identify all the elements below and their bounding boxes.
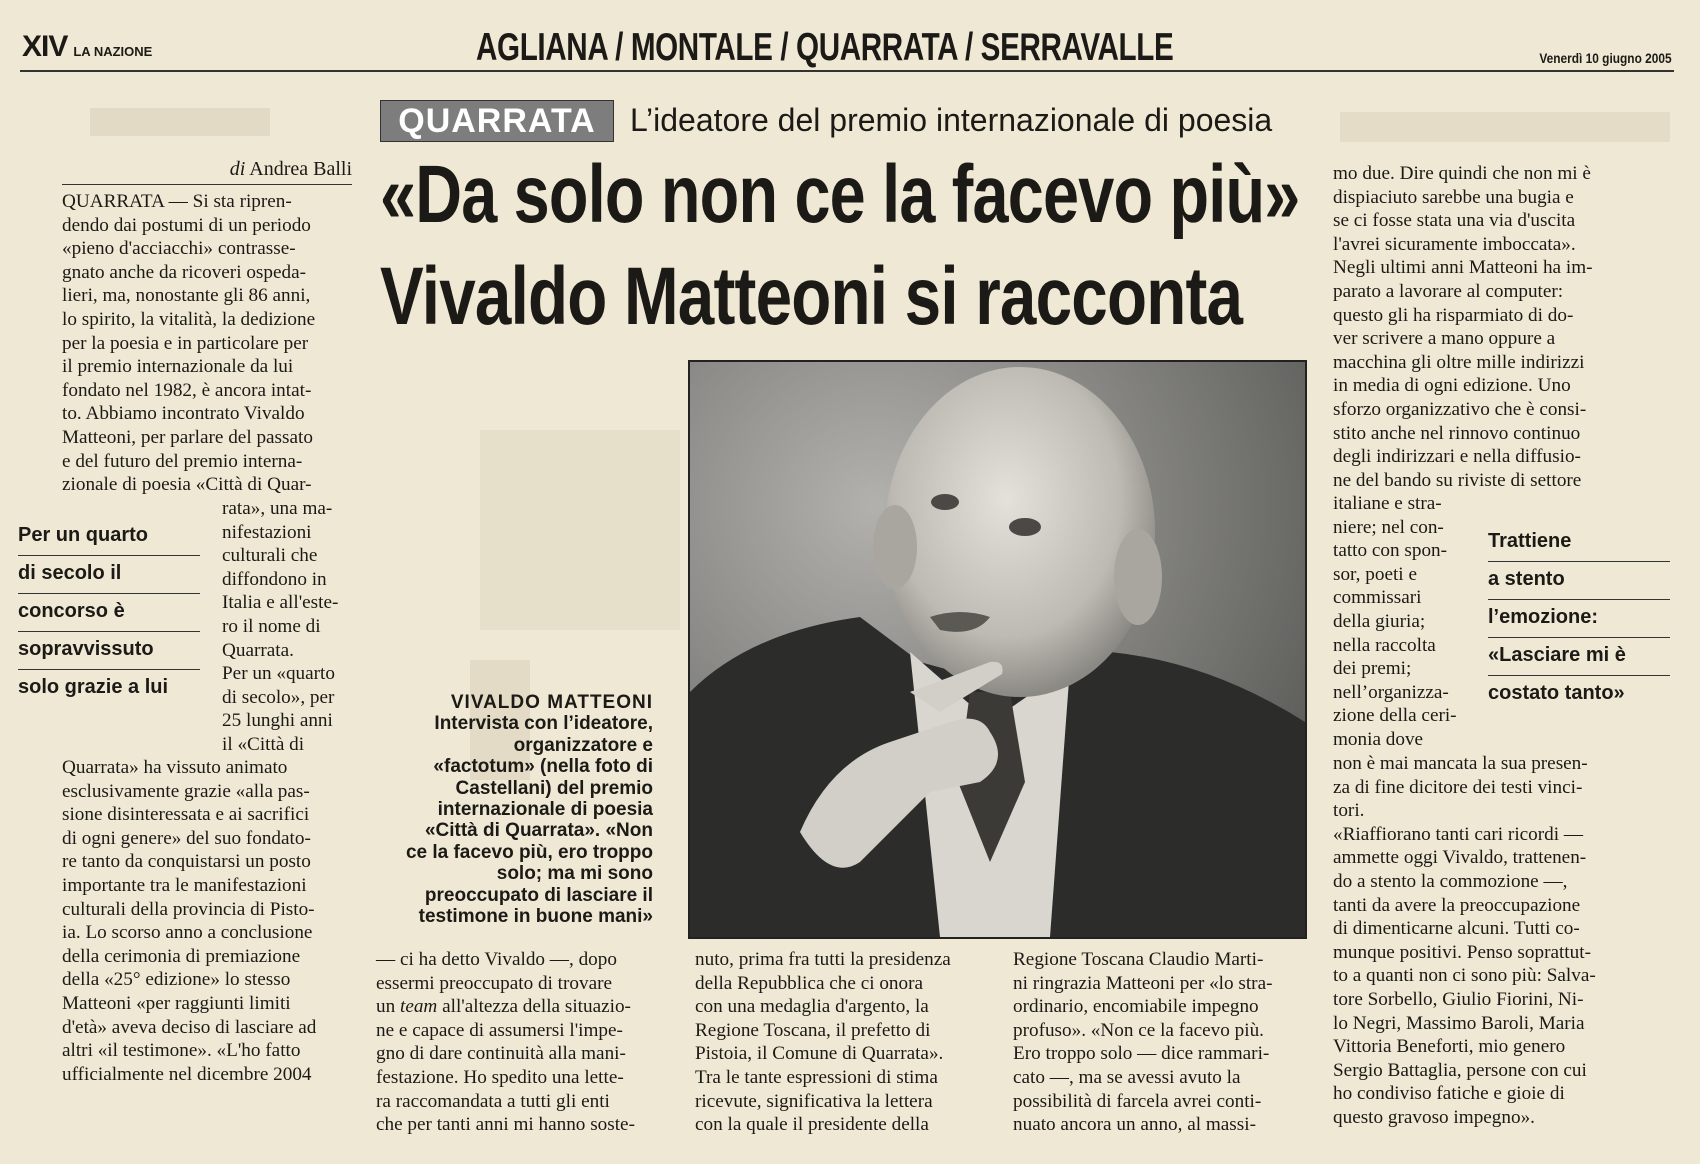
text-line: ordinario, encomiabile impegno xyxy=(1013,996,1259,1018)
kicker-text: L’ideatore del premio internazionale di poesia xyxy=(630,102,1273,138)
text-line: della Repubblica che ci onora xyxy=(695,972,924,994)
text-line: macchina gli oltre mille indirizzi xyxy=(1333,351,1585,373)
folio-left xyxy=(22,30,152,64)
text-line: Ero troppo solo — dice rammari- xyxy=(1013,1043,1270,1065)
text-line: di dimenticarne alcuni. Tutti co- xyxy=(1333,918,1580,940)
text-line: ho condiviso fatiche e gioie di xyxy=(1333,1083,1565,1105)
pull-quote-right xyxy=(1488,524,1670,713)
text-line: parato a lavorare al computer: xyxy=(1333,280,1564,302)
text-line: il «Città di xyxy=(222,733,305,755)
text-line: essermi preoccupato di trovare xyxy=(376,972,613,994)
caption-line: Castellani) del premio xyxy=(455,777,653,799)
text-line: esclusivamente grazie «alla pas- xyxy=(62,780,310,802)
text-line: cato —, ma se avessi avuto la xyxy=(1013,1066,1241,1088)
text-line: culturali che xyxy=(222,545,318,567)
pull-quote-line: Per un quarto xyxy=(18,518,200,556)
column-5-narrow xyxy=(1333,492,1467,752)
column-1-top xyxy=(62,190,352,497)
text-line: tatto con spon- xyxy=(1333,540,1448,562)
text-line: con una medaglia d'argento, la xyxy=(695,996,929,1018)
caption-line: «factotum» (nella foto di xyxy=(433,756,653,778)
headline-line-1: «Da solo non ce la facevo più» xyxy=(380,149,1300,240)
text-line: italiane e stra- xyxy=(1333,493,1442,514)
bleed-through xyxy=(90,108,270,136)
text-line: d'età» aveva deciso di lasciare ad xyxy=(62,1016,317,1038)
text-line: QUARRATA — Si sta ripren- xyxy=(62,191,292,212)
byline-author: Andrea Balli xyxy=(249,158,352,180)
column-5-bottom xyxy=(1333,752,1626,1130)
text-line: dendo dai postumi di un periodo xyxy=(62,214,311,236)
text-line: ver scrivere a mano oppure a xyxy=(1333,328,1556,350)
text-line: «Riaffiorano tanti cari ricordi — xyxy=(1333,823,1584,845)
text-line: Matteoni, per parlare del passato xyxy=(62,426,313,448)
text-line: importante tra le manifestazioni xyxy=(62,874,307,896)
column-3 xyxy=(695,948,987,1137)
text-line: un team all'altezza della situazio- xyxy=(376,996,631,1018)
text-line: Regione Toscana Claudio Marti- xyxy=(1013,949,1264,970)
text-line: zione della ceri- xyxy=(1333,705,1457,727)
newspaper-name: LA NAZIONE xyxy=(73,44,153,59)
text-line: tanti da avere la preoccupazione xyxy=(1333,894,1581,916)
column-4 xyxy=(1013,948,1305,1137)
text-line: lieri, ma, nonostante gli 86 anni, xyxy=(62,285,311,307)
pull-quote-line: di secolo il xyxy=(18,556,200,594)
text-line: sforzo organizzativo che è consi- xyxy=(1333,398,1587,420)
text-line: commissari xyxy=(1333,587,1422,609)
text-line: to. Abbiamo incontrato Vivaldo xyxy=(62,403,305,425)
text-line: e del futuro del premio interna- xyxy=(62,450,303,472)
pull-quote-line: sopravvissuto xyxy=(18,632,200,670)
text-line: dispiaciuto sarebbe una bugia e xyxy=(1333,186,1574,208)
text-line: do a stento la commozione —, xyxy=(1333,870,1568,892)
text-line: lo spirito, la vitalità, la dedizione xyxy=(62,308,316,330)
text-line: ro il nome di xyxy=(222,615,321,637)
text-line: re tanto da conquistarsi un posto xyxy=(62,851,311,873)
column-2 xyxy=(376,948,668,1137)
text-line: zionale di poesia «Città di Quar- xyxy=(62,474,312,496)
pull-quote-left xyxy=(18,518,200,707)
bleed-through xyxy=(480,430,680,630)
pull-quote-line: costato tanto» xyxy=(1488,682,1625,704)
text-line: che per tanti anni mi hanno soste- xyxy=(376,1114,635,1136)
pull-quote-line: solo grazie a lui xyxy=(18,676,169,698)
text-line: profuso». «Non ce la facevo più. xyxy=(1013,1019,1264,1041)
text-line: questo gli ha risparmiato di do- xyxy=(1333,304,1574,326)
text-line: mo due. Dire quindi che non mi è xyxy=(1333,163,1591,184)
text-line: degli indirizzari e nella diffusio- xyxy=(1333,446,1581,468)
text-line: Quarrata» ha vissuto animato xyxy=(62,757,288,778)
text-line: nell’organizza- xyxy=(1333,681,1449,703)
text-line: in media di ogni edizione. Uno xyxy=(1333,375,1571,397)
text-line: ni ringrazia Matteoni per «lo stra- xyxy=(1013,972,1273,994)
text-line: della «25° edizione» lo stesso xyxy=(62,969,291,991)
text-line: della giuria; xyxy=(1333,610,1426,632)
column-1-bottom xyxy=(62,756,352,1086)
text-line: nifestazioni xyxy=(222,521,312,543)
caption-line: testimone in buone mani» xyxy=(418,906,653,928)
text-line: sor, poeti e xyxy=(1333,563,1417,585)
caption-line: internazionale di poesia xyxy=(437,799,653,821)
caption-line: organizzatore e xyxy=(513,734,653,756)
text-line: ra raccomandata a tutti gli enti xyxy=(376,1090,610,1112)
text-line: di ogni genere» del suo fondato- xyxy=(62,827,311,849)
text-line: ne del bando su riviste di settore xyxy=(1333,469,1582,491)
text-line: con la quale il presidente della xyxy=(695,1114,929,1136)
text-line: nella raccolta xyxy=(1333,634,1436,656)
text-line: Tra le tante espressioni di stima xyxy=(695,1066,938,1088)
column-1-narrow xyxy=(222,497,352,757)
text-line: l'avrei sicuramente imboccata». xyxy=(1333,233,1576,255)
page-number: XIV xyxy=(22,30,68,63)
photo-caption xyxy=(375,692,653,927)
caption-line: preoccupato di lasciare il xyxy=(424,884,653,906)
text-line: stito anche nel rinnovo continuo xyxy=(1333,422,1581,444)
caption-line: «Città di Quarrata». «Non xyxy=(424,820,653,842)
text-line: sione disinteressata e ai sacrifici xyxy=(62,804,310,826)
text-line: munque positivi. Penso soprattut- xyxy=(1333,941,1591,963)
text-line: per la poesia e in particolare per xyxy=(62,332,309,354)
text-line: festazione. Ho spedito una lette- xyxy=(376,1066,624,1088)
text-line: Regione Toscana, il prefetto di xyxy=(695,1019,931,1041)
text-line: ammette oggi Vivaldo, trattenen- xyxy=(1333,847,1587,869)
text-line: gno di dare continuità alla mani- xyxy=(376,1043,626,1065)
text-line: culturali della provincia di Pisto- xyxy=(62,898,315,920)
text-line: dei premi; xyxy=(1333,658,1412,680)
headline-line-2: Vivaldo Matteoni si racconta xyxy=(380,251,1243,342)
pull-quote-line: l’emozione: xyxy=(1488,600,1670,638)
text-line: fondato nel 1982, è ancora intat- xyxy=(62,379,312,401)
text-line: ricevute, significativa la lettera xyxy=(695,1090,933,1112)
byline xyxy=(62,158,352,185)
caption-line: Intervista con l’ideatore, xyxy=(434,713,653,735)
text-line: ufficialmente nel dicembre 2004 xyxy=(62,1063,312,1085)
folio-rule xyxy=(20,70,1674,72)
text-line: Vittoria Beneforti, mio genero xyxy=(1333,1036,1566,1058)
text-line: lo Negri, Massimo Baroli, Maria xyxy=(1333,1012,1585,1034)
text-line: «pieno d'acciacchi» contrasse- xyxy=(62,238,296,260)
bleed-through xyxy=(1340,112,1670,142)
text-line: 25 lunghi anni xyxy=(222,710,333,732)
text-line: nuto, prima fra tutti la presidenza xyxy=(695,949,951,970)
text-line: — ci ha detto Vivaldo —, dopo xyxy=(376,949,617,970)
text-line: se ci fosse stata una via d'uscita xyxy=(1333,210,1576,232)
text-line: niere; nel con- xyxy=(1333,516,1444,538)
text-line: tori. xyxy=(1333,800,1365,822)
text-line: della cerimonia di premiazione xyxy=(62,945,301,967)
pull-quote-line: Trattiene xyxy=(1488,524,1670,562)
text-line: ia. Lo scorso anno a conclusione xyxy=(62,922,313,944)
column-5-top xyxy=(1333,162,1626,492)
text-line: diffondono in xyxy=(222,568,327,590)
section-title: AGLIANA / MONTALE / QUARRATA / SERRAVALLE xyxy=(476,26,1174,69)
text-line: Matteoni «per raggiunti limiti xyxy=(62,992,291,1014)
issue-date: Venerdì 10 giugno 2005 xyxy=(1539,50,1672,66)
pull-quote-line: a stento xyxy=(1488,562,1670,600)
text-line: Negli ultimi anni Matteoni ha im- xyxy=(1333,257,1593,279)
text-line: monia dove xyxy=(1333,728,1424,750)
text-line: questo gravoso impegno». xyxy=(1333,1106,1535,1128)
text-line: non è mai mancata la sua presen- xyxy=(1333,753,1588,774)
pull-quote-line: concorso è xyxy=(18,594,200,632)
text-line: nuato ancora un anno, al massi- xyxy=(1013,1114,1256,1136)
caption-line: ce la facevo più, ero troppo xyxy=(405,841,653,863)
text-line: Per un «quarto xyxy=(222,663,335,685)
text-line: il premio internazionale da lui xyxy=(62,356,294,378)
text-line: Sergio Battaglia, persone con cui xyxy=(1333,1059,1587,1081)
byline-prefix: di xyxy=(229,158,246,180)
text-line: Pistoia, il Comune di Quarrata». xyxy=(695,1043,944,1065)
portrait-illustration xyxy=(690,362,1305,937)
text-line: rata», una ma- xyxy=(222,498,333,519)
pull-quote-line: «Lasciare mi è xyxy=(1488,638,1670,676)
text-line: altri «il testimone». «L'ho fatto xyxy=(62,1040,301,1062)
text-line: tore Sorbello, Giulio Fiorini, Ni- xyxy=(1333,988,1584,1010)
text-line: Quarrata. xyxy=(222,639,294,661)
text-line: to a quanti non ci sono più: Salva- xyxy=(1333,965,1596,987)
text-line: possibilità di farcela avrei conti- xyxy=(1013,1090,1262,1112)
photo-vivaldo-matteoni xyxy=(688,360,1307,939)
kicker-tag: QUARRATA xyxy=(380,100,614,142)
text-line: Italia e all'este- xyxy=(222,592,339,614)
text-line: gnato anche da ricoveri ospeda- xyxy=(62,261,306,283)
text-line: di secolo», per xyxy=(222,686,335,708)
text-line: za di fine dicitore dei testi vinci- xyxy=(1333,776,1583,798)
caption-name: VIVALDO MATTEONI xyxy=(450,692,653,713)
text-line: ne e capace di assumersi l'impe- xyxy=(376,1019,623,1041)
caption-line: solo; ma mi sono xyxy=(496,863,653,885)
